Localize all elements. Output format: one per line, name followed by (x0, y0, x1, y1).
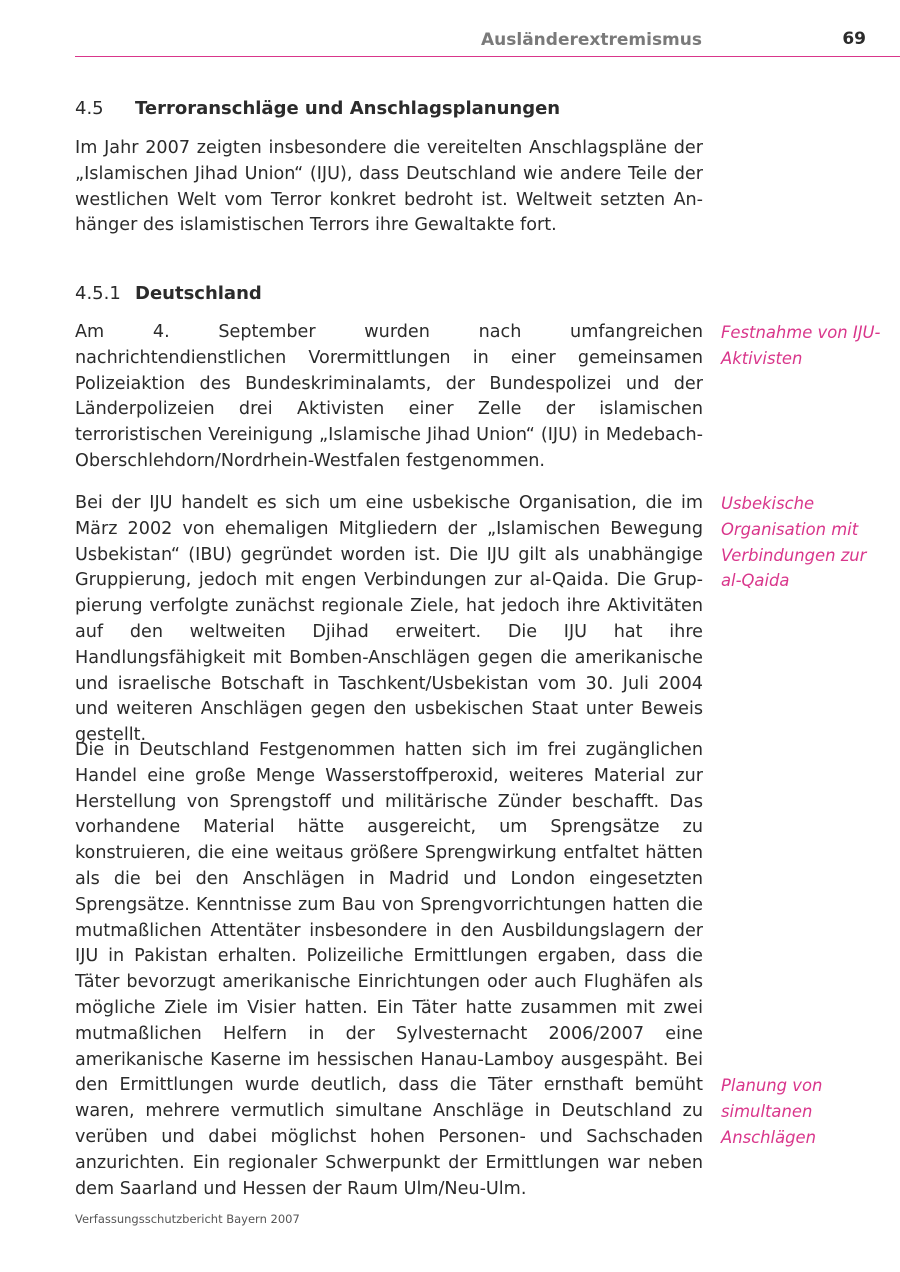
margin-note-arrest: Festnahme von IJU-Aktivisten (721, 323, 881, 368)
body-paragraph-attack-planning: Die in Deutschland Festgenommen hatten sich im frei zugänglichen Handel eine große Menge Wasserstoffperoxid, weiteres Material zur Herstellung von Sprengstoff und militärische Zünder beschafft. Das vorhandene Material hätte ausgereicht, um Sprengsätze zu konstruieren, die eine weitaus größere Sprengwirkung entfaltet hätten als die bei den Anschlägen in Madrid und London eingesetzten Sprengsätze. Kenntnisse zum Bau von Sprengvorrichtungen hatten die mutmaßlichen Attentäter insbesondere in den Ausbildungslagern der IJU in Pakistan erhalten. Polizeiliche Ermittlungen ergaben, dass die Täter bevorzugt amerikanische Einrichtungen oder auch Flughäfen als mögliche Ziele im Visier hatten. Ein Täter hatte zusammen mit zwei mutmaßlichen Helfern in der Sylvesternacht 2006/2007 eine amerikanische Kaserne im hessischen Hanau-Lamboy ausgespäht. Bei den Ermittlungen wurde deutlich, dass die Täter ernsthaft bemüht waren, mehrere vermutlich simultane Anschläge in Deutschland zu verüben und dabei möglichst hohen Personen- und Sachschaden anzurichten. Ein regionaler Schwerpunkt der Ermittlungen war neben dem Saarland und Hessen der Raum Ulm/Neu-Ulm. (75, 740, 703, 1199)
page-number: 69 (842, 29, 866, 49)
margin-note-organisation: Usbekische Organisation mit Verbindungen zur al-Qaida (721, 494, 867, 591)
subsection-number: 4.5.1 (75, 283, 121, 304)
page-footer: Verfassungsschutzbericht Bayern 2007 (75, 1212, 300, 1226)
subsection-heading (75, 283, 262, 304)
margin-note-planning: Planung von simultanen Anschlägen (721, 1076, 823, 1147)
section-heading (75, 98, 560, 119)
section-intro-paragraph: Im Jahr 2007 zeigten insbesondere die vereitelten Anschlagspläne der „Islamischen Jihad Union“ (IJU), dass Deutschland wie andere Teile der westlichen Welt vom Terror konkret bedroht ist. Weltweit setzten Anhänger des islamistischen Terrors ihre Gewaltakte fort. (75, 138, 703, 236)
subsection-title: Deutschland (135, 283, 262, 304)
running-header-title: Ausländerextremismus (481, 30, 702, 50)
page-header (75, 28, 900, 57)
body-paragraph-arrest: Am 4. September wurden nach umfangreichen nachrichtendienstlichen Vorermittlungen in einer gemeinsamen Polizeiaktion des Bundeskriminalamts, der Bundespolizei und der Länderpolizeien drei Aktivisten einer Zelle der islamischen terroristischen Vereinigung „Islamische Jihad Union“ (IJU) in Medebach-Oberschlehdorn/Nordrhein-Westfalen festgenommen. (75, 322, 703, 471)
body-paragraph-iju-organisation: Bei der IJU handelt es sich um eine usbekische Organisation, die im März 2002 von ehemaligen Mitgliedern der „Islamischen Bewegung Usbekistan“ (IBU) gegründet worden ist. Die IJU gilt als unabhängige Gruppierung, jedoch mit engen Verbindungen zur al-Qaida. Die Gruppierung verfolgte zunächst regionale Ziele, hat jedoch ihre Aktivitäten auf den weltweiten Djihad erweitert. Die IJU hat ihre Handlungsfähigkeit mit Bomben-Anschlägen gegen die amerikanische und israelische Botschaft in Taschkent/Usbekistan vom 30. Juli 2004 und weiteren Anschlägen gegen den usbekischen Staat unter Beweis gestellt. (75, 493, 703, 746)
section-title: Terroranschläge und Anschlagsplanungen (135, 98, 561, 119)
section-number: 4.5 (75, 98, 104, 119)
